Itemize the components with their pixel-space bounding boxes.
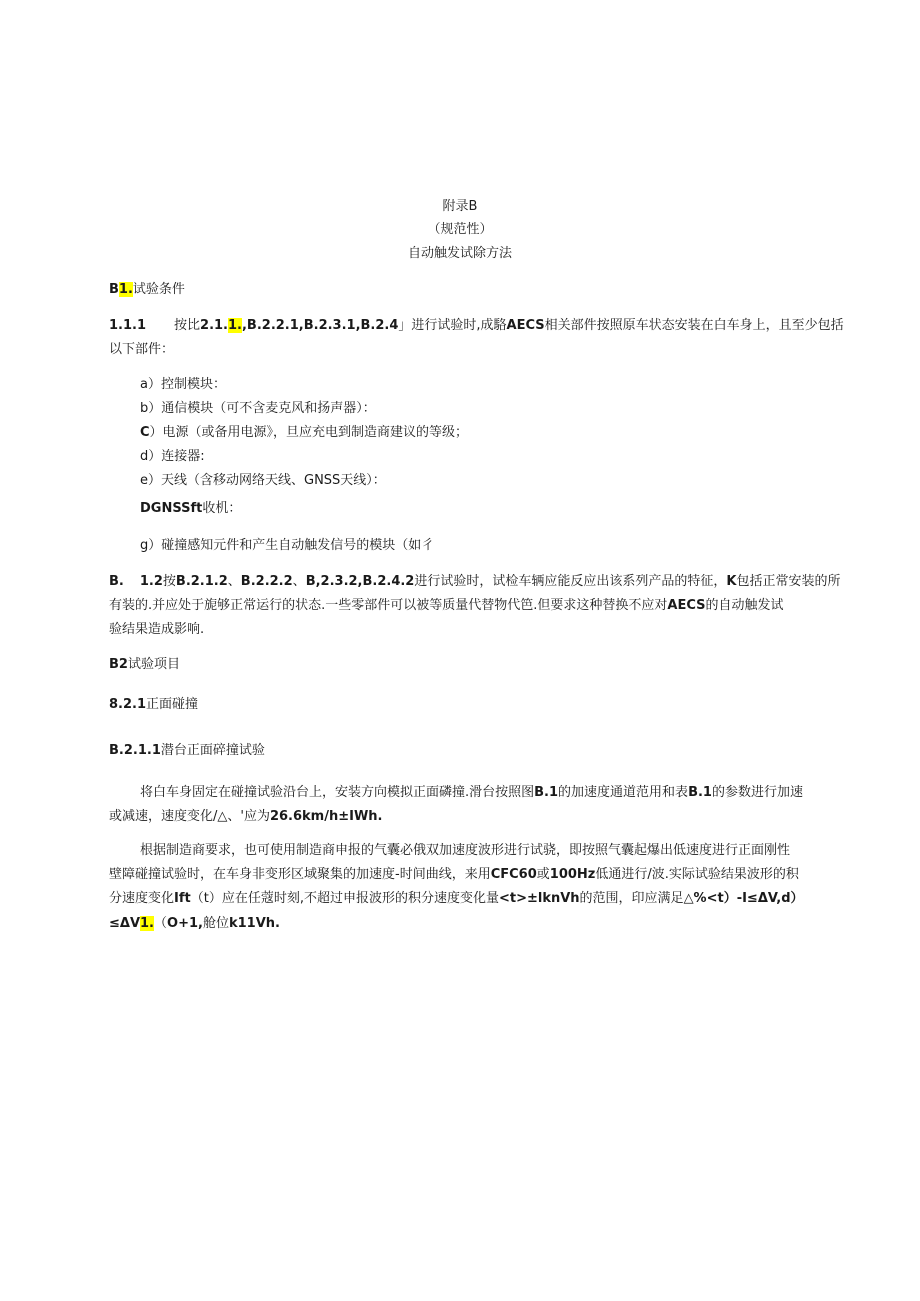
- section-b2-title: 试验项目: [127, 657, 180, 672]
- list-item: [140, 401, 376, 417]
- list-marker: e: [140, 473, 148, 488]
- list-text: ）天线（含移动网络天线、GNSS天线）：: [148, 473, 386, 488]
- clause-b12-line3: 验结果造成影响.: [109, 622, 205, 637]
- section-821-num: 8.2.1: [109, 697, 147, 712]
- para2-l2b: CFC60: [490, 867, 537, 882]
- para2-l4e: k11Vh.: [228, 916, 280, 931]
- clause-b12-text2: 、: [227, 574, 241, 589]
- section-b2-heading: [109, 657, 180, 673]
- clause-b12-line2-text: 有装的.并应处于旎够正常运行的状态.一些零部件可以被等质量代替物代笆.但要求这种替换不应对: [109, 598, 668, 613]
- para2-l4a: ≤ΔV: [109, 916, 141, 931]
- clause-b12-text3: 、: [292, 574, 306, 589]
- para2-l4-highlight: 1.: [140, 916, 154, 931]
- para1-line2: [109, 809, 382, 825]
- section-b2-num: B2: [109, 657, 128, 672]
- list-text: ）电源（或备用电源》，旦应充电到制造商建议的等级；: [149, 425, 469, 440]
- para2-line4: [109, 916, 280, 932]
- clause-b12-line1: [109, 574, 840, 590]
- clause-111-text-a: 按比: [174, 318, 201, 333]
- para2-l3f: △%<t）-I≤ΔV,d）: [683, 891, 804, 906]
- clause-111-line2: 以下部件：: [109, 342, 175, 357]
- clause-b12-text4: 进行试验时，试检车辆应能反应出该系列产品的特征，: [414, 574, 727, 589]
- para1-l2b: 26.6km/h±IWh.: [269, 809, 383, 824]
- clause-b12-ref1: 1.2: [139, 574, 163, 589]
- list-text: ）连接器:: [148, 449, 205, 464]
- clause-b12-line2b: 的自动触发试: [705, 598, 784, 613]
- list-item: [140, 449, 205, 465]
- section-b1-title: 试验条件: [132, 282, 185, 297]
- list-marker: d: [140, 449, 149, 464]
- list-item-f-bold: DGNSSft: [140, 501, 203, 516]
- clause-b12-ref3: B.2.2.2: [240, 574, 293, 589]
- section-821-title: 正面碰撞: [146, 697, 199, 712]
- section-b211-title: 潜台正面碎撞试验: [160, 743, 265, 758]
- para2-l3a: 分速度变化: [109, 891, 175, 906]
- list-text: ）碰撞感知元件和产生自动触发信号的模块（如彳: [148, 538, 435, 553]
- clause-b12-text1: 按: [162, 574, 176, 589]
- section-b1-heading: [109, 282, 185, 298]
- section-821-heading: [109, 697, 198, 713]
- para1-line1: [140, 785, 803, 801]
- para1-l1c: 的参数进行加速: [711, 785, 803, 800]
- para2-l4b: （: [154, 916, 168, 931]
- clause-b12-text5: 包括正常安装的所: [736, 574, 841, 589]
- section-b211-num: B.2.1.1: [109, 743, 161, 758]
- clause-b12-line2: [109, 598, 784, 614]
- appendix-nature: （规范性）: [427, 222, 493, 237]
- clause-111-ref-b: ,B.2.2.1,B.2.3.1,B.2.4: [241, 318, 399, 333]
- para2-l2e: 低通进行/波.实际试验结果波形的积: [595, 867, 799, 882]
- para2-l4d: 舱位: [202, 916, 229, 931]
- list-text: ）控制模块：: [147, 377, 226, 392]
- clause-b12-num: B.: [109, 574, 124, 589]
- para1-l2a: 或减速，速度变化/△、'应为: [109, 809, 270, 824]
- clause-111-ref-highlight: 1.: [228, 318, 242, 333]
- para2-l2a: 壁障碰撞试验时，在车身非变形区域聚集的加速度-时间曲线，来用: [109, 867, 491, 882]
- appendix-label: 附录B: [442, 199, 478, 214]
- list-item-f-text: 收机：: [202, 501, 242, 516]
- list-marker: a: [140, 377, 148, 392]
- list-item: [140, 377, 226, 393]
- list-text: ）通信模块（可不含麦克风和扬声器）：: [148, 401, 376, 416]
- list-marker: g: [140, 538, 149, 553]
- para1-ref-fig: B.1: [534, 785, 559, 800]
- clause-b12-k: K: [726, 574, 737, 589]
- appendix-title: 自动触发试除方法: [407, 246, 512, 261]
- clause-b12-ref4: B,2.3.2,B.2.4.2: [305, 574, 415, 589]
- clause-b12-aecs: AECS: [667, 598, 706, 613]
- list-item: [140, 425, 468, 441]
- list-item: [140, 473, 386, 489]
- clause-111-num: 1.1.1: [109, 318, 147, 333]
- para2-line2: [109, 867, 799, 883]
- para2-l3e: 的范围，印应满足: [579, 891, 684, 906]
- clause-b12-ref2: B.2.1.2: [175, 574, 228, 589]
- clause-111-line1: [109, 318, 844, 334]
- para2-line1: 根据制造商要求，也可使用制造商申报的气囊必俄双加速度波形进行试骁，即按照气囊起爆出低速度进行正面刚性: [140, 843, 791, 858]
- para2-l4c: O+1,: [167, 916, 203, 931]
- para1-l1a: 将白车身固定在碰撞试验沿台上，安装方向模拟正面磷撞.滑台按照图: [140, 785, 535, 800]
- para2-l3c: （t）应在任蔻时刻,不超过申报波形的积分速度变化量: [190, 891, 499, 906]
- clause-111-text-c: 相关部件按照原车状态安装在白车身上，且至少包括: [544, 318, 844, 333]
- para2-l2d: 100Hz: [549, 867, 596, 882]
- clause-111-text-b: 」进行试验时,成駱: [398, 318, 507, 333]
- para2-l3d: <t>±lknVh: [498, 891, 580, 906]
- section-b211-heading: [109, 743, 265, 759]
- list-marker: C: [140, 425, 150, 440]
- para1-ref-table: B.1: [688, 785, 712, 800]
- clause-111-aecs: AECS: [506, 318, 545, 333]
- para2-l3b: Ift: [174, 891, 191, 906]
- para2-line3: [109, 891, 804, 907]
- section-b1-num-highlight: 1.: [118, 282, 133, 297]
- clause-111-ref-a: 2.1.: [200, 318, 228, 333]
- section-b1-num: B: [109, 282, 119, 297]
- para2-l2c: 或: [536, 867, 550, 882]
- para1-l1b: 的加速度通道范用和表: [558, 785, 689, 800]
- list-marker: b: [140, 401, 149, 416]
- list-item-g: [140, 538, 434, 554]
- list-item-f: [140, 501, 241, 517]
